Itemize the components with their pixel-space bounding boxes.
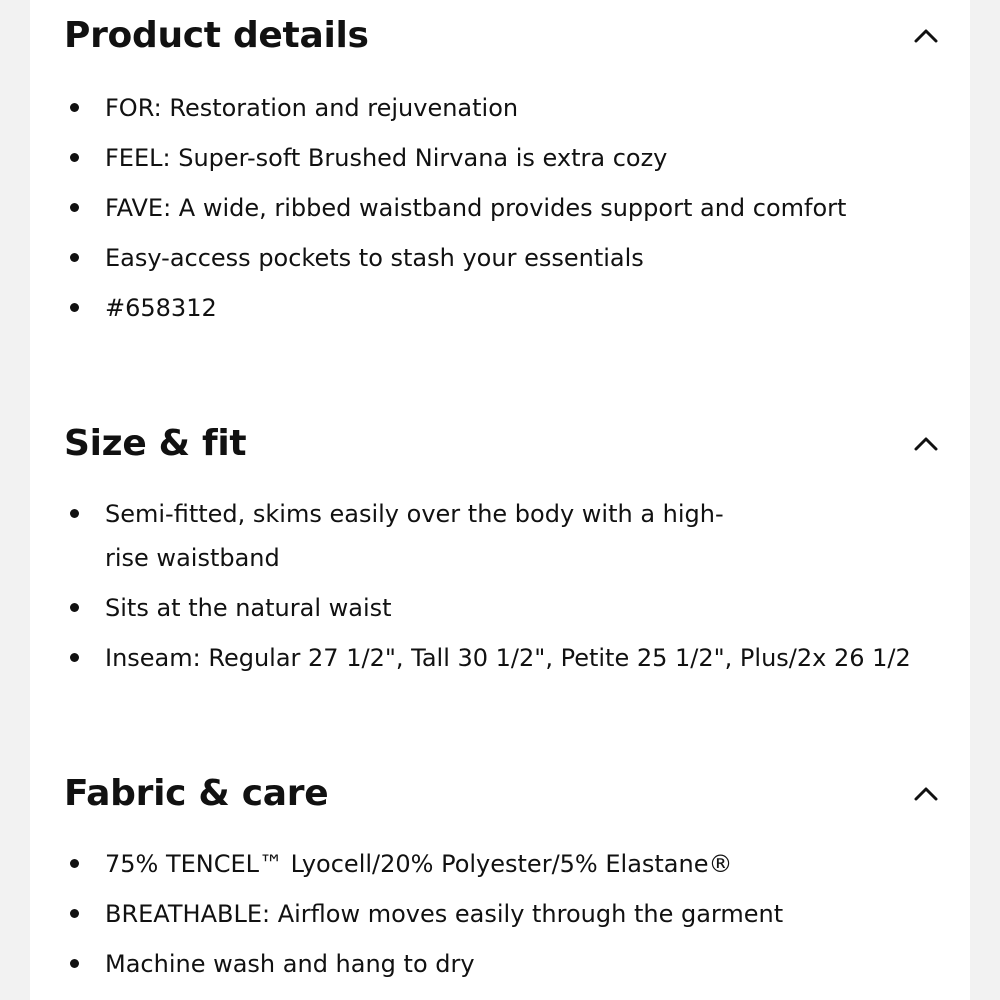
chevron-up-icon[interactable] xyxy=(908,776,944,812)
list-item xyxy=(64,892,944,936)
list-item-text: Inseam: Regular 27 1/2", Tall 30 1/2", Petite 25 1/2", Plus/2x 26 1/2 xyxy=(105,644,911,672)
fabric-care-section xyxy=(64,764,944,992)
section-title: Size & fit xyxy=(64,423,247,464)
fabric-care-header[interactable] xyxy=(64,764,944,824)
product-details-header[interactable] xyxy=(64,6,944,66)
list-item xyxy=(64,942,944,986)
product-info-panel xyxy=(30,0,970,1000)
bullet-icon xyxy=(70,653,79,662)
product-details-section xyxy=(64,6,944,336)
list-item xyxy=(64,186,944,230)
section-title: Product details xyxy=(64,15,369,56)
chevron-up-icon[interactable] xyxy=(908,18,944,54)
product-details-list xyxy=(64,86,944,330)
bullet-icon xyxy=(70,859,79,868)
bullet-icon xyxy=(70,203,79,212)
list-item xyxy=(64,586,944,630)
list-item xyxy=(64,636,944,680)
list-item-text: FAVE: A wide, ribbed waistband provides support and comfort xyxy=(105,194,847,222)
list-item-text: Machine wash and hang to dry xyxy=(105,950,475,978)
list-item-text: #658312 xyxy=(105,294,217,322)
bullet-icon xyxy=(70,603,79,612)
bullet-icon xyxy=(70,909,79,918)
list-item xyxy=(64,842,944,886)
list-item-text: Sits at the natural waist xyxy=(105,594,392,622)
list-item-text: FEEL: Super-soft Brushed Nirvana is extra cozy xyxy=(105,144,668,172)
list-item xyxy=(64,236,944,280)
list-item-text: FOR: Restoration and rejuvenation xyxy=(105,94,519,122)
bullet-icon xyxy=(70,103,79,112)
bullet-icon xyxy=(70,303,79,312)
list-item xyxy=(64,136,944,180)
size-fit-list xyxy=(64,492,944,680)
bullet-icon xyxy=(70,153,79,162)
list-item-text: Semi-fitted, skims easily over the body with a high-rise waistband xyxy=(105,500,724,572)
size-fit-header[interactable] xyxy=(64,414,944,474)
bullet-icon xyxy=(70,253,79,262)
list-item-text: BREATHABLE: Airflow moves easily through the garment xyxy=(105,900,784,928)
bullet-icon xyxy=(70,509,79,518)
bullet-icon xyxy=(70,959,79,968)
list-item-text: 75% TENCEL™ Lyocell/20% Polyester/5% Elastane® xyxy=(105,850,733,878)
chevron-up-icon[interactable] xyxy=(908,426,944,462)
section-title: Fabric & care xyxy=(64,773,329,814)
list-item xyxy=(64,492,755,580)
list-item xyxy=(64,286,944,330)
size-fit-section xyxy=(64,414,944,686)
list-item xyxy=(64,86,944,130)
fabric-care-list xyxy=(64,842,944,986)
list-item-text: Easy-access pockets to stash your essentials xyxy=(105,244,644,272)
